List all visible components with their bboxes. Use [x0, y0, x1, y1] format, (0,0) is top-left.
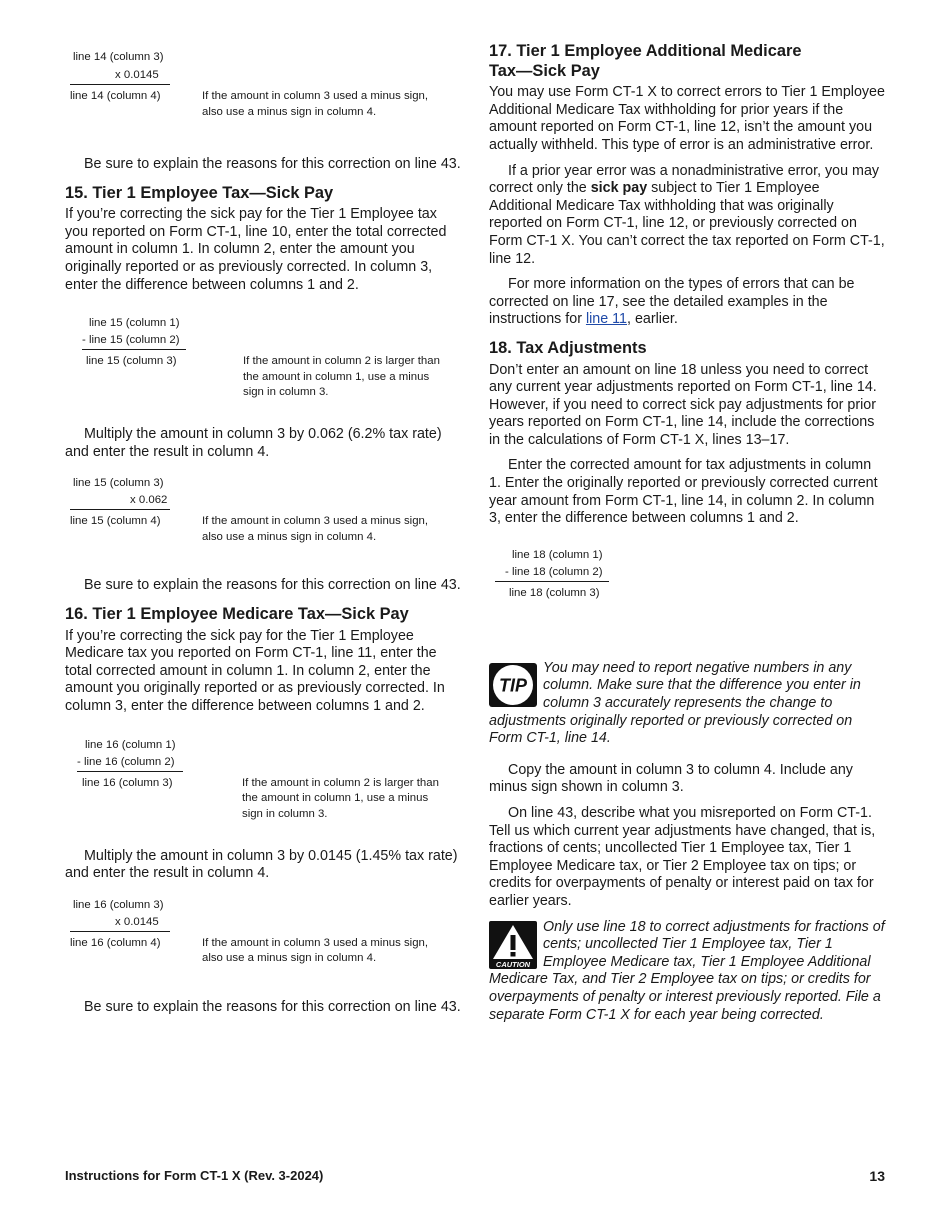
text: For more information on the types of errors that can be corrected on line 17, see the detailed examples in the instructions for	[489, 276, 855, 328]
calc-line16-column3	[65, 724, 462, 842]
calc-note: If the amount in column 3 used a minus sign, also use a minus sign in column 4.	[202, 90, 429, 118]
paragraph: Copy the amount in column 3 to column 4. Include any minus sign shown in column 3.	[489, 761, 853, 796]
calc-line: - line 16 (column 2)	[77, 755, 175, 768]
calc-line: line 18 (column 1)	[512, 548, 603, 561]
calc-line: line 16 (column 4)	[70, 936, 161, 949]
calc-line16-column4	[65, 893, 462, 973]
paragraph: Be sure to explain the reasons for this correction on line 43.	[84, 577, 461, 594]
calc-note: If the amount in column 2 is larger than the amount in column 1, use a minus sign in column 3.	[242, 776, 439, 820]
calc-line14-column4	[65, 42, 462, 120]
tip-icon	[489, 663, 537, 707]
calc-line: line 15 (column 1)	[89, 317, 180, 330]
calc-line18-column3	[489, 536, 885, 660]
calc-note: If the amount in column 3 used a minus sign, also use a minus sign in column 4.	[202, 936, 429, 965]
calc-rule	[77, 771, 183, 772]
bold-text: sick pay	[590, 180, 648, 197]
paragraph: Don’t enter an amount on line 18 unless you need to correct any current year adjustments reported on Form CT-1, line 14. However, if you need to correct sick pay adjustments for prior years reported on Form CT-1, line 14, include the corrections in the calculations of Form CT-1 X, lines 13–17.	[489, 361, 877, 448]
calc-line: line 15 (column 4)	[70, 515, 161, 528]
calc-line: x 0.0145	[115, 69, 159, 81]
calc-line: line 14 (column 3)	[73, 51, 164, 63]
calc-line: line 16 (column 3)	[73, 898, 164, 911]
tip-text: You may need to report negative numbers in any column. Make sure that the difference you enter in column 3 accurately represents the change to adjustments originally reported or previously corrected on Form CT-1, line 14.	[489, 659, 861, 747]
calc-line: - line 18 (column 2)	[505, 565, 603, 578]
paragraph: On line 43, describe what you misreported on Form CT-1. Tell us which current year adjustments have changed, that is, fractions of cents; uncollected Tier 1 Employee tax, Tier 1 Employee Medicare tax, or Tier 2 Employee tax on tips; or credits for overpayments of penalty or interest paid on tax for earlier years.	[489, 805, 876, 909]
paragraph: Multiply the amount in column 3 by 0.062 (6.2% tax rate) and enter the result in column 4.	[65, 426, 442, 460]
link-line-11[interactable]: line 11	[585, 311, 628, 328]
caution-label: CAUTION	[495, 959, 531, 969]
paragraph	[489, 163, 885, 269]
calc-line15-column3	[65, 302, 462, 420]
calc-rule	[70, 931, 170, 932]
paragraph: If you’re correcting the sick pay for the Tier 1 Employee tax you reported on Form CT-1, line 10, enter the total corrected amount in column 1. In column 2, enter the amount you originally reported or as previously corrected. In column 3, enter the difference between columns 1 and 2.	[65, 206, 447, 293]
calc-line: line 16 (column 1)	[85, 738, 176, 751]
paragraph: Be sure to explain the reasons for this correction on line 43.	[84, 998, 461, 1015]
right-column	[489, 42, 885, 1034]
calc-line: - line 15 (column 2)	[82, 334, 180, 347]
calc-line15-column4	[65, 471, 462, 551]
text: subject to Tier 1 Employee Additional Medicare Tax withholding that was originally reported on Form CT-1, line 12, or previously corrected on Form CT-1 X. You can’t correct the tax reported on Form CT-1, line 12.	[489, 180, 885, 267]
calc-line: line 15 (column 3)	[86, 355, 177, 368]
left-column	[65, 42, 462, 1024]
section-heading-17: 17. Tier 1 Employee Additional Medicare Tax—Sick Pay	[489, 42, 802, 80]
calc-line: line 16 (column 3)	[82, 776, 173, 789]
paragraph: Multiply the amount in column 3 by 0.0145 (1.45% tax rate) and enter the result in column 4.	[65, 847, 458, 882]
calc-line: line 14 (column 4)	[70, 90, 161, 102]
paragraph	[489, 276, 885, 329]
section-heading-16: 16. Tier 1 Employee Medicare Tax—Sick Pay	[65, 604, 409, 623]
paragraph: If you’re correcting the sick pay for the Tier 1 Employee Medicare tax you reported on Form CT-1, line 11, enter the total corrected amount in column 1. In column 2, enter the amount you originally reported or as previously corrected. In column 3, enter the difference between columns 1 and 2.	[65, 627, 445, 714]
text: , earlier.	[627, 311, 678, 328]
calc-line: line 18 (column 3)	[509, 586, 600, 599]
caution-icon	[489, 921, 537, 969]
calc-rule	[495, 581, 609, 582]
tip-label: TIP	[498, 675, 528, 696]
paragraph: You may use Form CT-1 X to correct errors to Tier 1 Employee Additional Medicare Tax withholding for prior years if the amount reported on Form CT-1, line 12, isn’t the amount you actually withheld. This type of error is an administrative error.	[489, 84, 885, 153]
caution-text: Only use line 18 to correct adjustments for fractions of cents; uncollected Tier 1 Employee tax, Tier 1 Employee Medicare tax, Tier 1 Employee Additional Medicare Tax, and Tier 2 Employee tax on tips; or credits for overpayments of penalty or interest previously reported. File a separate Form CT-1 X for each year being corrected.	[489, 918, 885, 1023]
calc-rule	[70, 509, 170, 510]
calc-rule	[82, 349, 186, 350]
section-heading-18: 18. Tax Adjustments	[489, 338, 647, 357]
tip-callout	[489, 660, 885, 748]
footer-title: Instructions for Form CT-1 X (Rev. 3-2024)	[65, 1168, 324, 1183]
calc-note: If the amount in column 3 used a minus sign, also use a minus sign in column 4.	[202, 515, 429, 543]
calc-line: x 0.0145	[115, 915, 159, 928]
calc-line: x 0.062	[130, 494, 168, 507]
caution-callout	[489, 919, 885, 1025]
paragraph: Be sure to explain the reasons for this correction on line 43.	[84, 156, 461, 172]
page-number: 13	[869, 1168, 885, 1184]
calc-line: line 15 (column 3)	[73, 477, 164, 490]
section-heading-15: 15. Tier 1 Employee Tax—Sick Pay	[65, 183, 334, 202]
paragraph: Enter the corrected amount for tax adjustments in column 1. Enter the originally reported or previously corrected current year amount from Form CT-1, line 14, in column 2. In column 3, enter the difference between columns 1 and 2.	[489, 457, 878, 527]
calc-note: If the amount in column 2 is larger than the amount in column 1, use a minus sign in column 3.	[243, 355, 440, 399]
text: If a prior year error was a nonadministrative error, you may correct only the	[489, 162, 880, 197]
calc-rule	[70, 84, 170, 85]
